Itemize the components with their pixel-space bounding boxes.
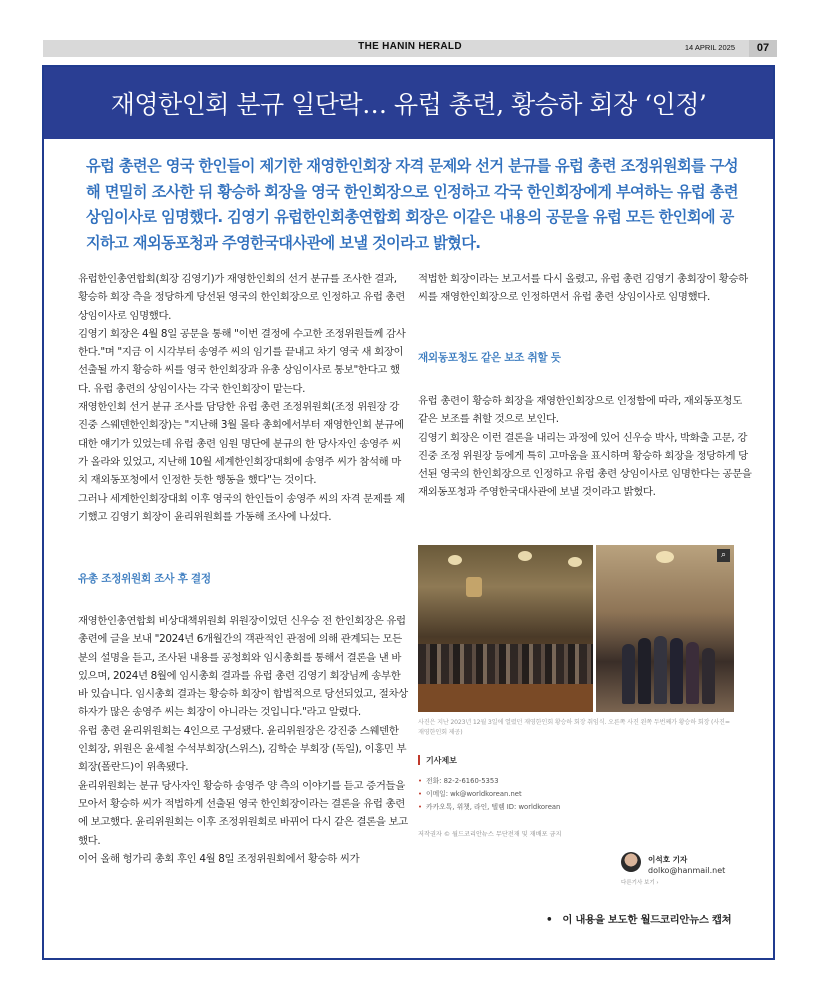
subheading-2: 재외동포청도 같은 보조 취할 듯: [418, 352, 561, 364]
reporter-name: 이석호 기자: [648, 855, 688, 864]
photo-caption: 사진은 지난 2023년 12월 3일에 열렸던 재영한인회 황승하 회장 취임식. 오른쪽 사진 왼쪽 두번째가 황승하 회장 (사진=재영한인회 제공): [418, 719, 730, 736]
running-header: [43, 40, 777, 57]
event-hall-photo: [418, 545, 593, 712]
chandelier-light: [448, 555, 462, 565]
paragraph: 유럽 총련이 황승하 회장을 재영한인회장으로 인정함에 따라, 재외동포청도 같은 보조를 취할 것으로 보인다.: [418, 395, 742, 426]
column-2-body-part-1: [418, 270, 753, 307]
capture-note: • 이 내용을 보도한 월드코리안뉴스 캡쳐: [546, 914, 732, 926]
paragraph: 윤리위원회는 분규 당사자인 황승하 송영주 양 측의 이야기를 듣고 증거들을 모아서 황승하 씨가 적법하게 선출된 영국 한인회장이라는 결론을 유럽 총련에 보고했다. 윤리위원회는 이후 조정위원회로 바뀌어 다시 같은 결론을 보고했다.: [78, 779, 408, 847]
article-lead: 유럽 총련은 영국 한인들이 제기한 재영한인회장 자격 문제와 선거 분규를 유럽 총련 조정위원회를 구성해 면밀히 조사한 뒤 황승하 회장을 영국 한인회장으로 인정하고 각국 한인회장에게 부여하는 유럽 총련 상임이사로 임명했다. 김영기 유럽한인회총연합회 회장은 이같은 내용의 공문을 유럽 모든 한인회에 공지하고 재외동포청과 주영한국대사관에 보낼 것이라고 밝혔다.: [86, 157, 738, 252]
person: [670, 638, 683, 704]
chandelier-light: [518, 551, 532, 561]
paragraph: 적법한 회장이라는 보고서를 다시 올렸고, 유럽 총련 김영기 총회장이 황승하 씨를 재영한인회장으로 인정하면서 유럽 총련 상임이사로 임명했다.: [418, 273, 748, 304]
chandelier-light: [568, 557, 582, 567]
wooden-floor: [418, 684, 593, 712]
person: [622, 644, 635, 704]
page-number: 07: [749, 40, 777, 57]
publication-name: THE HANIN HERALD: [358, 41, 462, 52]
more-articles-link[interactable]: 다른기사 보기 ›: [621, 880, 659, 886]
reporter-email[interactable]: dolko@hanmail.net: [648, 866, 726, 875]
zoom-icon[interactable]: ⌕: [717, 549, 730, 562]
tip-box-title: 기사제보: [418, 755, 457, 766]
headline-banner: [44, 67, 773, 139]
person: [702, 648, 715, 704]
paragraph: 김영기 회장은 4월 8일 공문을 통해 "이번 결정에 수고한 조정위원들께 감사한다."며 "지금 이 시각부터 송영주 씨의 임기를 끝내고 차기 영국 새 회장이 선출될 까지 황승하 씨를 영국 한인회장과 유총 상임이사로 통보"한다고 했다. 유럽 총련의 상임이사는 각국 한인회장이 맡는다.: [78, 327, 406, 395]
tip-email[interactable]: • 이메일: wk@worldkorean.net: [418, 790, 522, 798]
group-portrait-photo: [596, 545, 734, 712]
paragraph: 유럽 총련 윤리위원회는 4인으로 구성됐다. 윤리위원장은 강진중 스웨덴한인회장, 위원은 윤세철 수석부회장(스위스), 김학순 부회장 (독일), 이홍민 부회장(폴란드)이 위촉됐다.: [78, 724, 407, 774]
copyright-notice: 저작권자 © 월드코리안뉴스 무단전재 및 재배포 금지: [418, 831, 562, 838]
accent-bar: [418, 755, 420, 765]
person: [638, 638, 651, 704]
reporter-avatar: [621, 852, 641, 872]
paragraph: 이어 올해 헝가리 총회 후인 4월 8일 조정위원회에서 황승하 씨가: [78, 852, 360, 865]
crowd: [418, 644, 593, 684]
paragraph: 김영기 회장은 이런 결론을 내리는 과정에 있어 신우승 박사, 박화출 고문, 강진중 조정 위원장 등에게 특히 고마움을 표시하며 황승하 회장을 정당하게 당선된 영국의 한인회장으로 인정하고 유럽 총련 상임이사로 임명한다는 공문을 재외동포청과 주영한국대사관에 보낼 것이라고 밝혔다.: [418, 431, 752, 499]
column-1-body-part-1: [78, 270, 408, 526]
paragraph: 유럽한인총연합회(회장 김영기)가 재영한인회의 선거 분규를 조사한 결과, 황승하 회장 측을 정당하게 당선된 영국의 한인회장으로 인정하고 유럽 총련 상임이사로 임명했다.: [78, 273, 405, 322]
article-headline: 재영한인회 분규 일단락… 유럽 총련, 황승하 회장 ‘인정’: [110, 90, 707, 119]
column-2-body-part-2: [418, 392, 753, 502]
tip-messenger: • 카카오톡, 위챗, 라인, 텔렘 ID: worldkorean: [418, 803, 561, 811]
paragraph: 재영한인회 선거 분규 조사를 담당한 유럽 총련 조정위원회(조정 위원장 강진중 스웨덴한인회장)는 "지난해 3월 몰타 총회에서부터 재영한인회 분규에 대한 얘기가 있었는데 유럽 총련 임원 명단에 분규의 한 당사자인 송영주 씨가 올라와 있었고, 지난해 10월 세계한인회장대회에 송영주 씨가 참석해 마치 재외동포청에서 인정한 듯한 행동을 했다"는 것이다.: [78, 401, 404, 487]
person: [686, 642, 699, 704]
column-1-body-part-2: [78, 612, 408, 868]
paragraph: 재영한인총연합회 비상대책위원회 위원장이었던 신우승 전 한인회장은 유럽 총련에 글을 보내 "2024년 6개월간의 객관적인 관점에 의해 관계되는 모든 분의 설명을 듣고, 조사된 내용를 공청회와 임시총회를 통해서 결론을 낸 바 있으며, 2024년 8월에 임시총회 결과를 유럽 총련 김영기 회장님께 송부한 바 있습니다. 임시총회 결과는 황승하 회장이 합법적으로 당선되었고, 절차상 하자가 많은 송영주 씨는 회장이 아니라는 것입니다."라고 알렸다.: [78, 615, 408, 719]
chandelier-light: [656, 551, 674, 563]
paragraph: 그러나 세계한인회장대회 이후 영국의 한인들이 송영주 씨의 자격 문제를 제기했고 김영기 회장이 윤리위원회를 가동해 조사에 나섰다.: [78, 492, 405, 523]
wall-crest: [466, 577, 482, 597]
tip-phone: • 전화: 82-2-6160-5353: [418, 777, 499, 785]
person: [654, 636, 667, 704]
issue-date: 14 APRIL 2025: [684, 43, 735, 52]
subheading-1: 유총 조정위원회 조사 후 결정: [78, 573, 211, 585]
